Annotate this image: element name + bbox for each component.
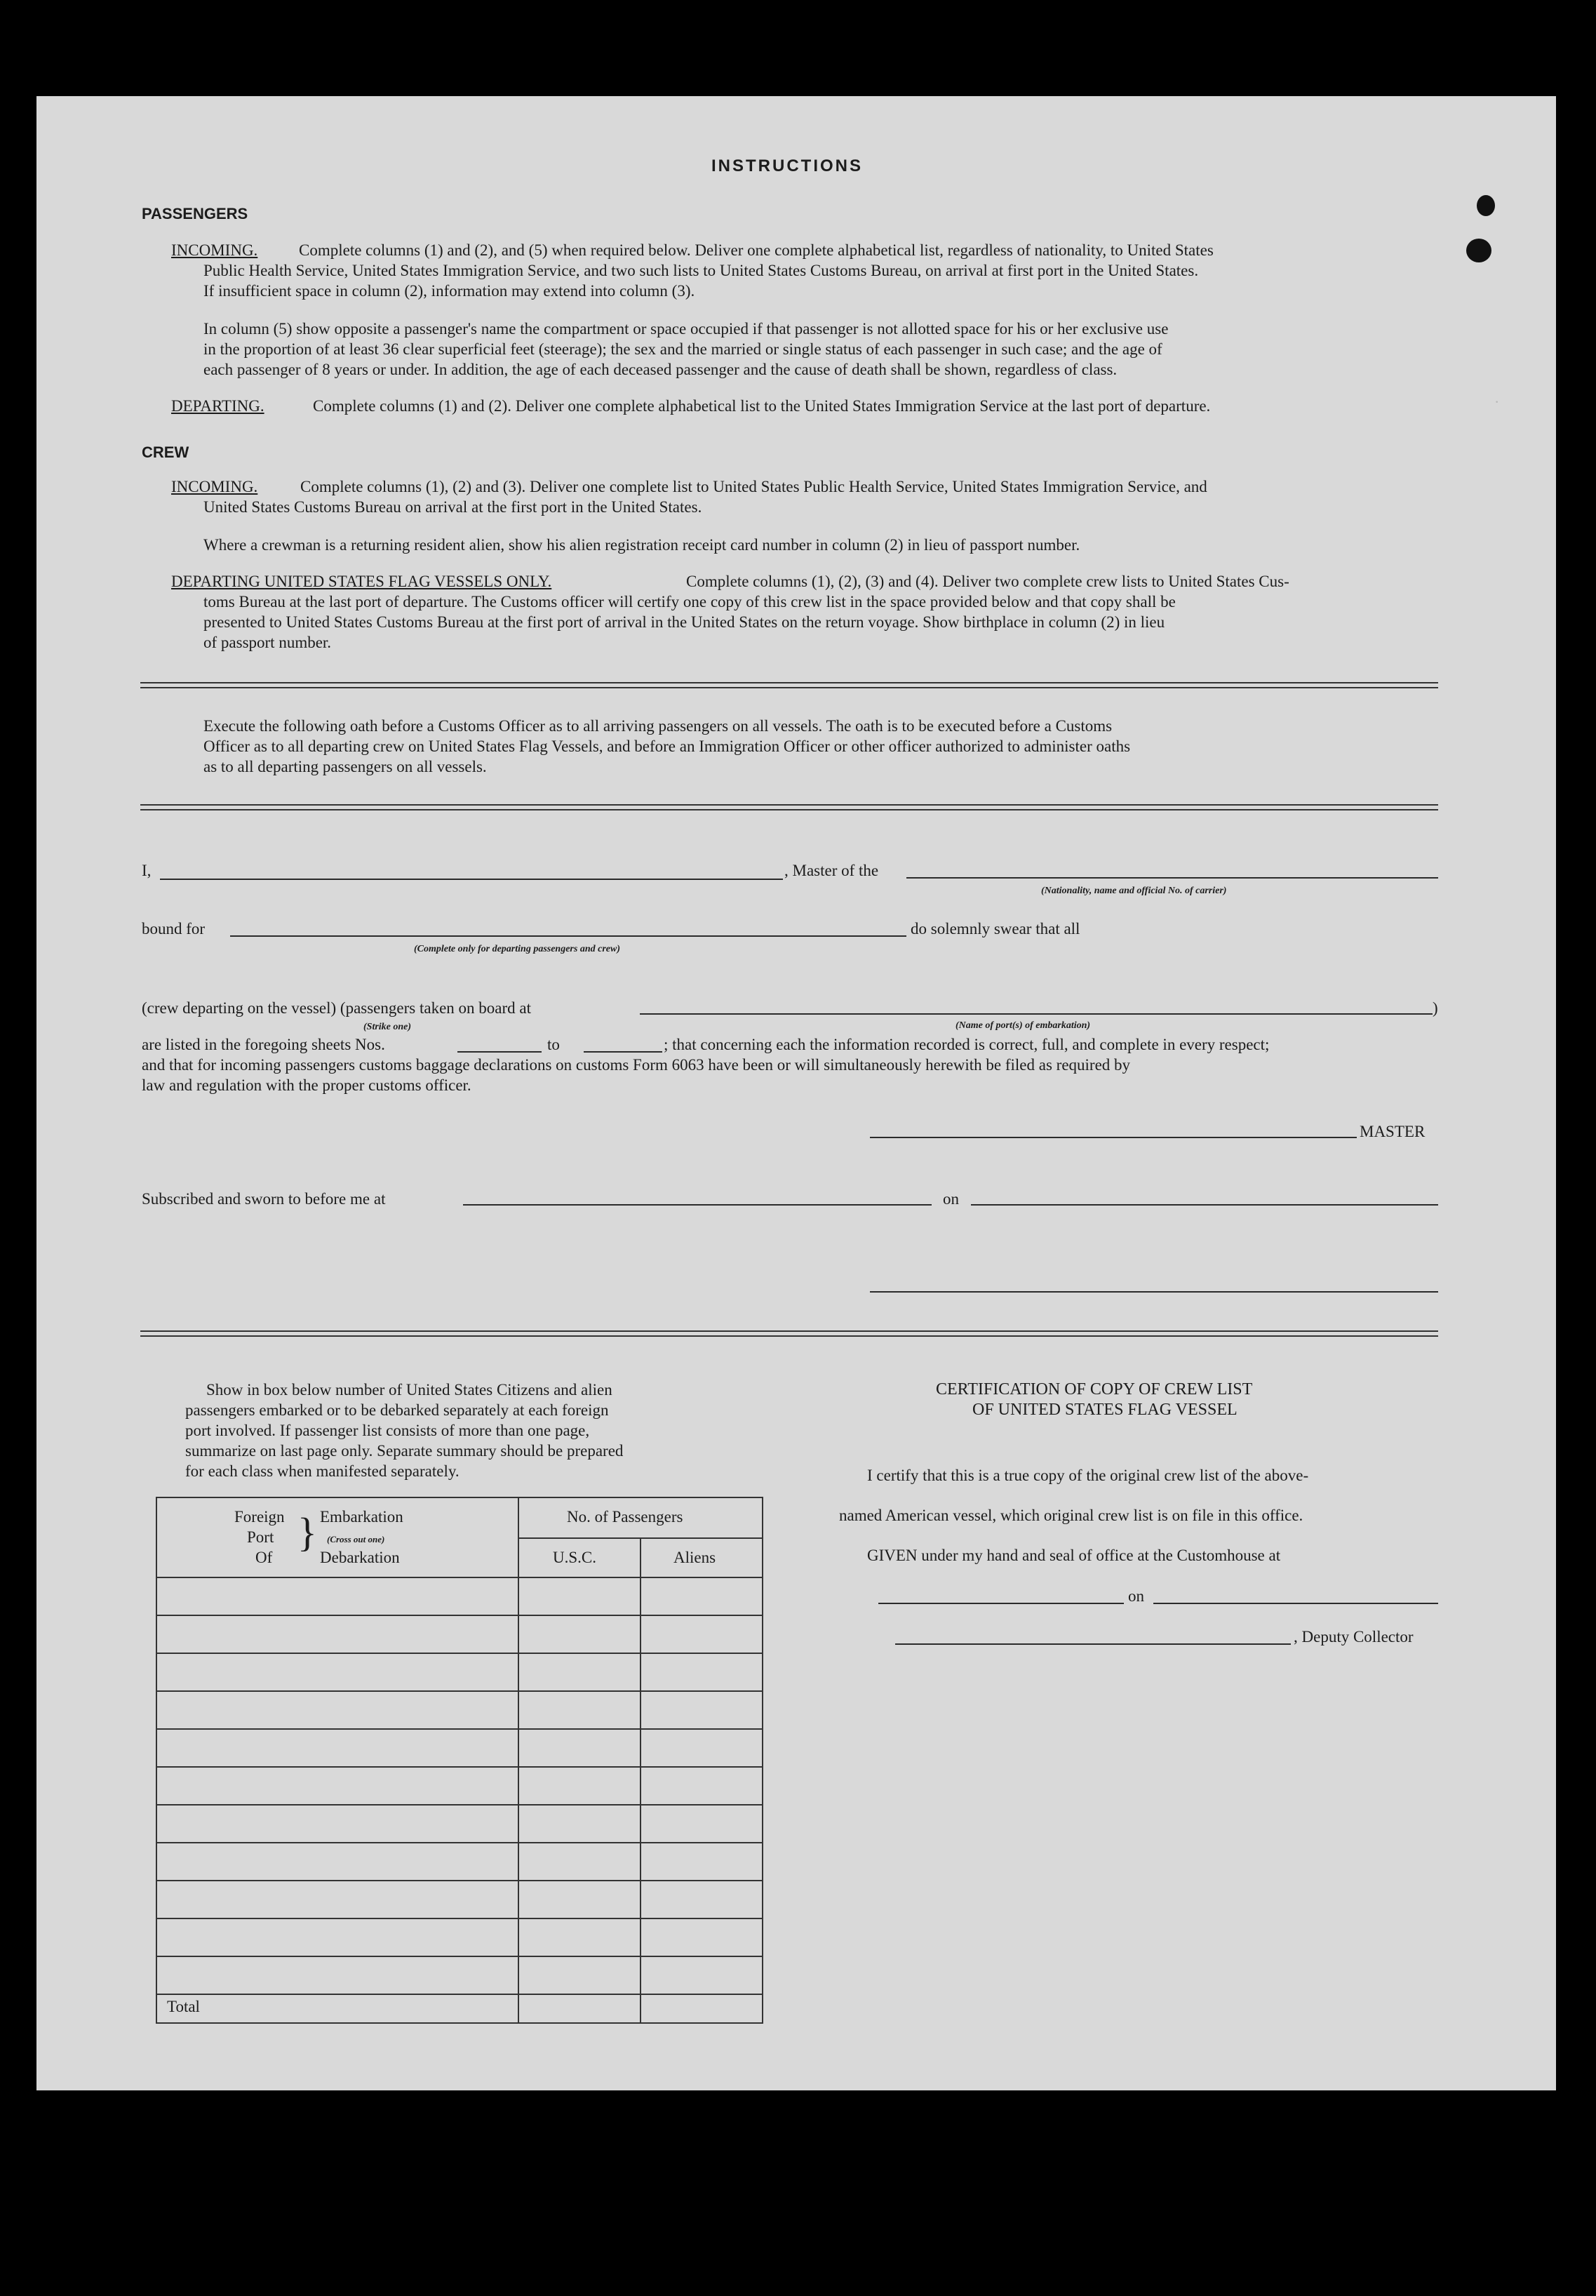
column5-line: each passenger of 8 years or under. In addition, the age of each deceased passenger and the cause of death shall be shown, regardless of class. [203,361,1118,378]
ink-blot [1477,195,1495,216]
close-paren: ) [1433,999,1438,1017]
subscribed-label: Subscribed and sworn to before me at [142,1190,386,1208]
ports-caption: (Name of port(s) of embarkation) [955,1020,1091,1031]
listed-text-continued: ; that concerning each the information recorded is correct, full, and complete in every respect; [664,1036,1270,1053]
col-embarkation-label: Embarkation [320,1508,403,1526]
col-foreign-label: Port [247,1528,274,1546]
table-row [157,1804,762,1806]
carrier-caption: (Nationality, name and official No. of carrier) [1041,886,1227,896]
col-foreign-label: Foreign [234,1508,285,1526]
table-row [157,1653,762,1654]
certification-title: CERTIFICATION OF COPY OF CREW LIST [936,1380,1253,1399]
table-row [157,1690,762,1692]
master-name-field[interactable] [160,879,783,880]
bound-for-label: bound for [142,920,206,937]
master-of-label: , Master of the [784,862,879,879]
customhouse-field[interactable] [878,1603,1124,1604]
bound-for-field[interactable] [230,935,906,937]
table-row [157,1994,762,1995]
section-divider [140,1330,1438,1332]
crew-flag-line: Complete columns (1), (2), (3) and (4). Deliver two complete crew lists to United States Cus- [686,573,1289,590]
certification-date-field[interactable] [1153,1603,1438,1604]
cross-out-caption: (Cross out one) [327,1534,385,1544]
crew-flag-line: toms Bureau at the last port of departure. The Customs officer will certify one copy of this crew list in the space provided below and that copy shall be [203,593,1176,610]
passengers-departing-text: Complete columns (1) and (2). Deliver one complete alphabetical list to the United States Immigration Service at the last port of departure. [313,397,1211,415]
crew-flag-line: of passport number. [203,634,332,651]
deputy-signature-field[interactable] [895,1643,1291,1645]
ink-blot [1466,239,1491,262]
table-row [157,1880,762,1881]
crew-resident-text: Where a crewman is a returning resident alien, show his alien registration receipt card number in column (2) in lieu of passport number. [203,536,1080,554]
table-row [157,1766,762,1768]
oath-intro-line: Execute the following oath before a Customs Officer as to all arriving passengers on all vessels. The oath is to be executed before a Customs [203,717,1113,735]
crew-flag-line: presented to United States Customs Bureau at the first port of arrival in the United States on the return voyage. Show birthplace in column (2) in lieu [203,613,1165,631]
column5-line: in the proportion of at least 36 clear superficial feet (steerage); the sex and the married or single status of each passenger in such case; and the age of [203,340,1162,358]
certification-line: named American vessel, which original crew list is on file in this office. [839,1507,1303,1524]
sheet-from-field[interactable] [457,1051,542,1053]
col-debarkation-label: Debarkation [320,1549,400,1566]
master-label: MASTER [1360,1123,1426,1140]
col-aliens-label: Aliens [673,1549,716,1566]
oath-intro-line: Officer as to all departing crew on United States Flag Vessels, and before an Immigration Officer or other officer authorized to administer oaths [203,737,1131,755]
sheet-to-field[interactable] [584,1051,662,1053]
listed-to-label: to [547,1036,560,1053]
summary-intro-line: port involved. If passenger list consists of more than one page, [185,1422,590,1439]
table-row [157,1956,762,1957]
section-divider [140,682,1438,683]
crew-passengers-text: (crew departing on the vessel) (passengers taken on board at [142,999,531,1017]
certification-subtitle: OF UNITED STATES FLAG VESSEL [972,1401,1238,1419]
section-divider [140,809,1438,810]
brace-glyph: } [297,1509,317,1555]
table-row [157,1842,762,1843]
crew-heading: CREW [142,443,189,461]
swear-text: do solemnly swear that all [911,920,1080,937]
table-row [157,1918,762,1919]
table-header-bottom [157,1577,762,1578]
sworn-place-field[interactable] [463,1204,932,1206]
section-divider [140,1335,1438,1337]
crew-incoming-line: United States Customs Bureau on arrival at the first port in the United States. [203,498,702,516]
col-usc-label: U.S.C. [553,1549,596,1566]
column5-line: In column (5) show opposite a passenger's name the compartment or space occupied if that passenger is not allotted space for his or her exclusive use [203,320,1169,338]
summary-intro-line: summarize on last page only. Separate summary should be prepared [185,1442,624,1460]
summary-intro-line: passengers embarked or to be debarked separately at each foreign [185,1401,609,1419]
sworn-date-field[interactable] [971,1204,1438,1206]
listed-line: and that for incoming passengers customs baggage declarations on customs Form 6063 have been or will simultaneously herewith be filed as required by [142,1056,1131,1074]
strike-one-caption: (Strike one) [363,1022,412,1032]
crew-flag-label: DEPARTING UNITED STATES FLAG VESSELS ONLY. [171,573,552,590]
oath-i-label: I, [142,862,152,879]
passengers-incoming-line: If insufficient space in column (2), information may extend into column (3). [203,282,695,300]
section-divider [140,687,1438,688]
carrier-field[interactable] [906,877,1438,879]
bound-for-caption: (Complete only for departing passengers and crew) [414,944,620,954]
certification-on-label: on [1128,1587,1144,1605]
passenger-summary-table [156,1497,763,2024]
passengers-incoming-line: Public Health Service, United States Immigration Service, and two such lists to United States Customs Bureau, on arrival at first port in the United States. [203,262,1199,279]
bleed-through-mark: · [1494,393,1500,411]
summary-intro-line: for each class when manifested separately. [185,1462,460,1480]
passengers-departing-label: DEPARTING. [171,397,264,415]
certification-line: GIVEN under my hand and seal of office at the Customhouse at [867,1547,1281,1564]
crew-incoming-label: INCOMING. [171,478,258,495]
page-title: INSTRUCTIONS [711,156,863,175]
table-header-divider [518,1537,762,1539]
summary-intro-line: Show in box below number of United States Citizens and alien [206,1381,612,1399]
passengers-heading: PASSENGERS [142,205,248,222]
officer-signature-field[interactable] [870,1291,1438,1293]
passengers-incoming-label: INCOMING. [171,241,258,259]
certification-line: I certify that this is a true copy of the original crew list of the above- [867,1467,1309,1484]
listed-text: are listed in the foregoing sheets Nos. [142,1036,385,1053]
listed-line: law and regulation with the proper customs officer. [142,1076,471,1094]
section-divider [140,804,1438,806]
master-signature-field[interactable] [870,1137,1357,1138]
col-foreign-label: Of [255,1549,273,1566]
oath-intro-line: as to all departing passengers on all vessels. [203,758,487,775]
passengers-incoming-line: Complete columns (1) and (2), and (5) when required below. Deliver one complete alphabetical list, regardless of nationality, to United States [299,241,1214,259]
table-column-divider [640,1537,641,2022]
table-row [157,1728,762,1730]
deputy-collector-label: , Deputy Collector [1294,1628,1414,1646]
total-label: Total [167,1998,200,2015]
sworn-on-label: on [943,1190,959,1208]
col-passengers-label: No. of Passengers [567,1508,683,1526]
ports-field[interactable] [640,1013,1433,1015]
table-row [157,1615,762,1616]
crew-incoming-line: Complete columns (1), (2) and (3). Deliver one complete list to United States Public Health Service, United States Immigration Service, and [300,478,1207,495]
